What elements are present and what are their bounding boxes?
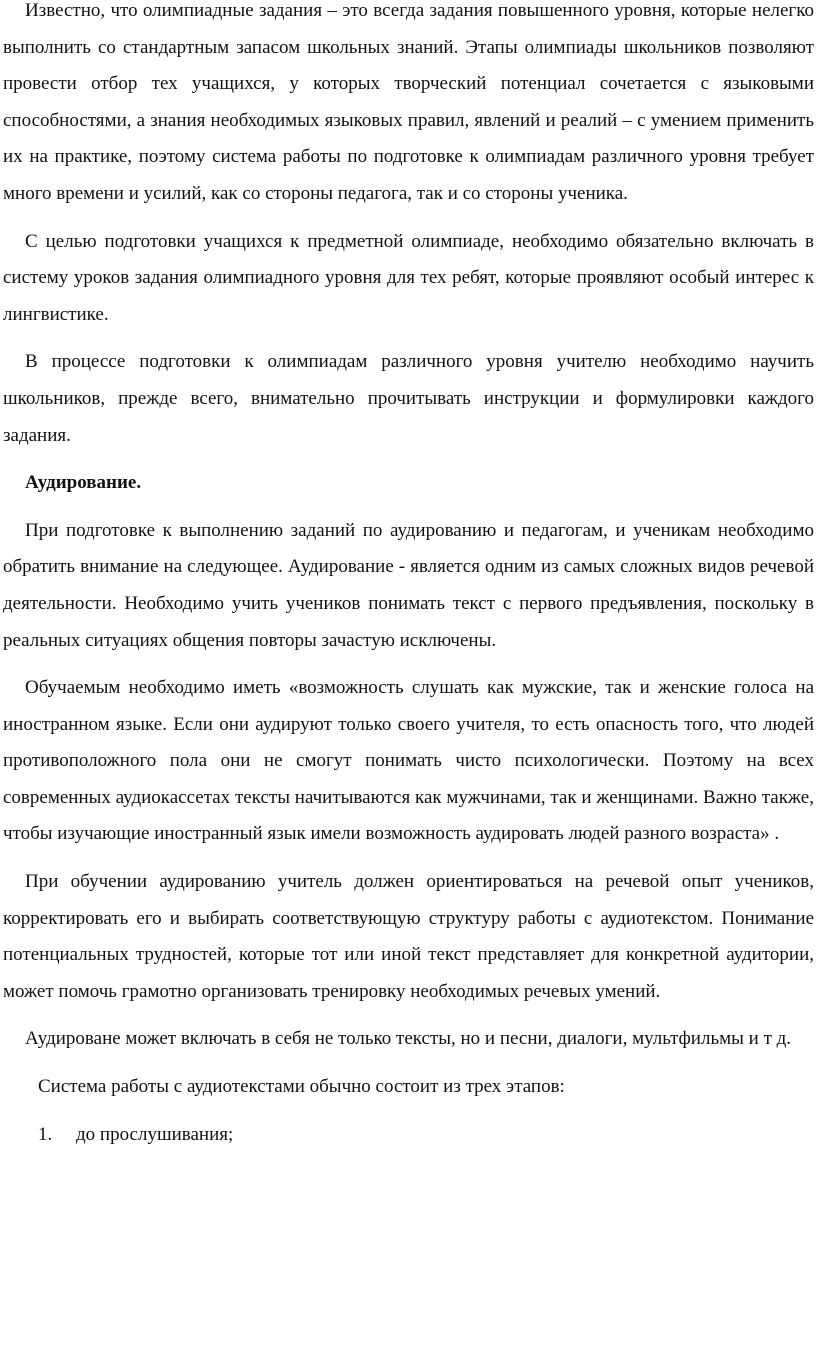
list-item-text: до прослушивания; bbox=[76, 1123, 234, 1145]
paragraph-listening: При подготовке к выполнению заданий по аудированию и педагогам, и ученикам необходимо обратить внимание на следующее. Аудирование - является одним из самых сложных видов речевой деятельности. Необходимо учить учеников понимать текст с первого предъявления, поскольку в реальных ситуациях общения повторы зачастую исключены. bbox=[3, 519, 814, 651]
list-item-number: 1. bbox=[38, 1123, 53, 1145]
paragraph-instructions: В процессе подготовки к олимпиадам различного уровня учителю необходимо научить школьников, прежде всего, внимательно прочитывать инструкции и формулировки каждого задания. bbox=[3, 351, 814, 446]
paragraph-teacher: При обучении аудированию учитель должен ориентироваться на речевой опыт учеников, корректировать его и выбирать соответствующую структуру работы с аудиотекстом. Понимание потенциальных трудностей, которые тот или иной текст представляет для конкретной аудитории, может помочь грамотно организовать тренировку необходимых речевых умений. bbox=[3, 871, 814, 1002]
paragraph-stages: Система работы с аудиотекстами обычно состоит из трех этапов: bbox=[38, 1076, 565, 1098]
paragraph-intro: Известно, что олимпиадные задания – это всегда задания повышенного уровня, которые нелегко выполнить со стандартным запасом школьных знаний. Этапы олимпиады школьников позволяют провести отбор тех учащихся, у которых творческий потенциал сочетается с языковыми способностями, а знания необходимых языковых правил, явлений и реалий – с умением применить их на практике, поэтому система работы по подготовке к олимпиадам различного уровня требует много времени и усилий, как со стороны педагога, так и со стороны ученика. bbox=[3, 0, 814, 204]
paragraph-preparation: С целью подготовки учащихся к предметной олимпиаде, необходимо обязательно включать в систему уроков задания олимпиадного уровня для тех ребят, которые проявляют особый интерес к лингвистике. bbox=[3, 230, 814, 325]
list-item bbox=[3, 1117, 814, 1154]
paragraph-materials: Аудироване может включать в себя не только тексты, но и песни, диалоги, мультфильмы и т д. bbox=[25, 1028, 792, 1050]
paragraph-voices: Обучаемым необходимо иметь «возможность слушать как мужские, так и женские голоса на иностранном языке. Если они аудируют только своего учителя, то есть опасность того, что людей противоположного пола они не смогут понимать чисто психологически. Поэтому на всех современных аудиокассетах тексты начитываются как мужчинами, так и женщинами. Важно также, чтобы изучающие иностранный язык имели возможность аудировать людей разного возраста» . bbox=[3, 677, 814, 845]
section-heading: Аудирование. bbox=[25, 472, 142, 494]
